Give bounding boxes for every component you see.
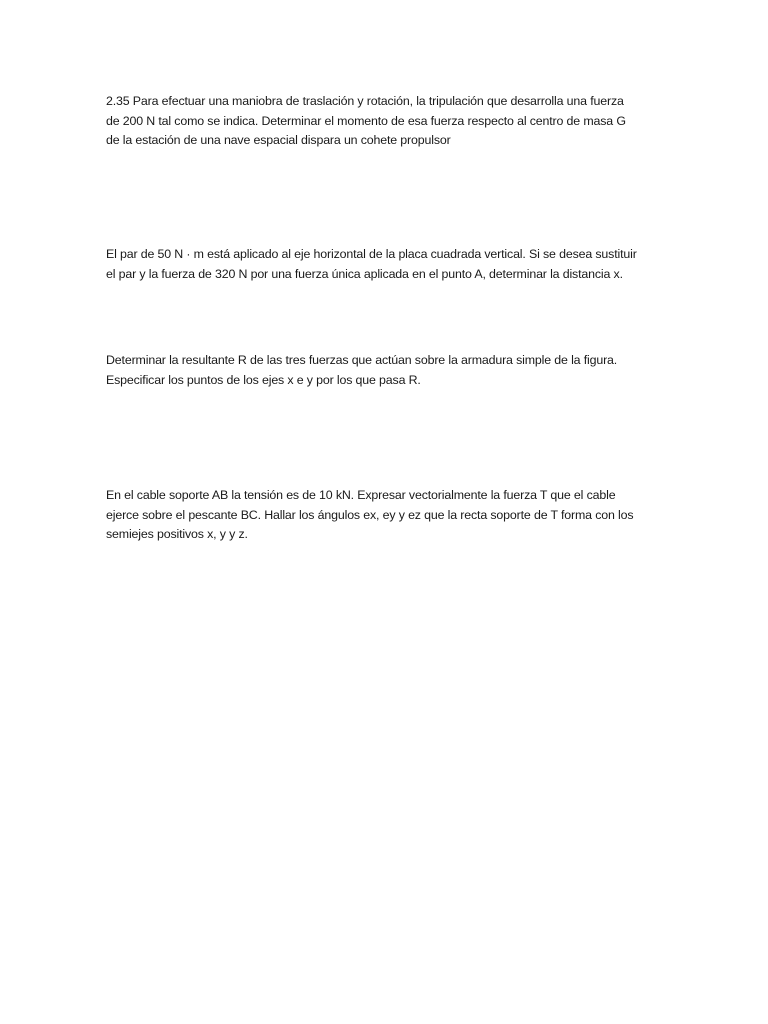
paragraph-line: Determinar la resultante R de las tres fuerzas que actúan sobre la armadura simple de la figura.: [106, 353, 618, 367]
paragraph-line: 2.35 Para efectuar una maniobra de traslación y rotación, la tripulación que desarrolla una fuerza: [106, 94, 624, 108]
paragraph-line: semiejes positivos x, y y z.: [106, 527, 248, 541]
problem-paragraph-cable: [106, 486, 666, 545]
paragraph-line: Especificar los puntos de los ejes x e y por los que pasa R.: [106, 372, 421, 387]
problem-paragraph-resultant: [106, 351, 666, 390]
paragraph-line: de la estación de una nave espacial dispara un cohete propulsor: [106, 133, 451, 147]
paragraph-line: el par y la fuerza de 320 N por una fuerza única aplicada en el punto A, determinar la distancia x.: [106, 266, 623, 281]
problem-paragraph-2-35: [106, 92, 666, 151]
problem-paragraph-couple: [106, 245, 666, 284]
paragraph-line: El par de 50 N · m está aplicado al eje horizontal de la placa cuadrada vertical. Si se desea sustituir: [106, 247, 637, 261]
paragraph-line: de 200 N tal como se indica. Determinar el momento de esa fuerza respecto al centro de masa G: [106, 113, 626, 128]
paragraph-line: En el cable soporte AB la tensión es de 10 kN. Expresar vectorialmente la fuerza T que el cable: [106, 488, 616, 502]
paragraph-line: ejerce sobre el pescante BC. Hallar los ángulos ex, ey y ez que la recta soporte de T forma con los: [106, 507, 634, 522]
